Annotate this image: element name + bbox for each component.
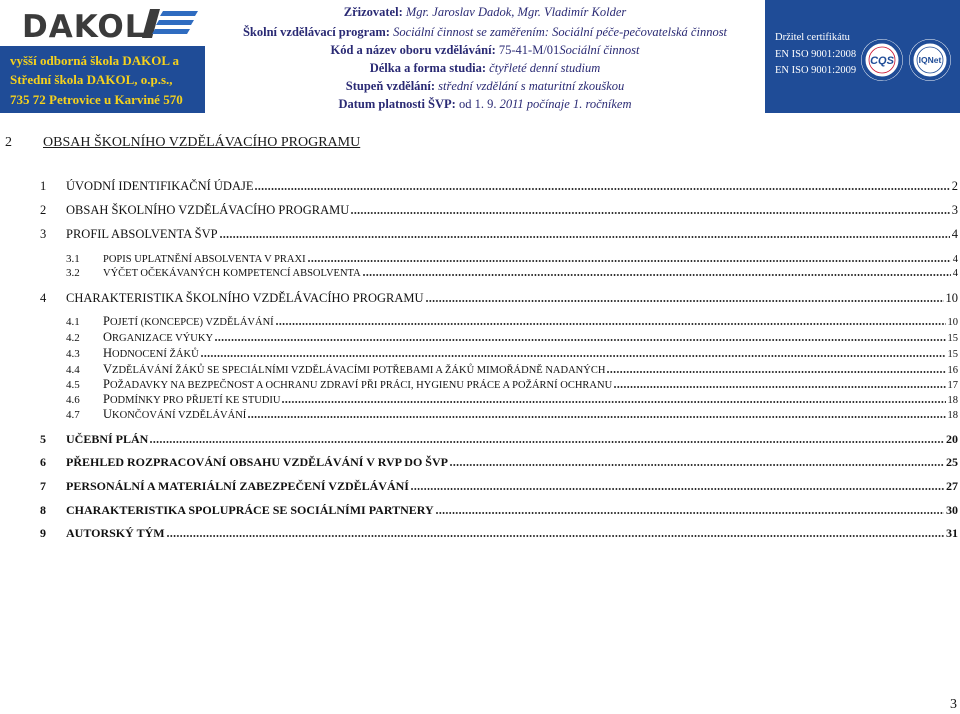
toc-entry-page: 27 xyxy=(946,479,958,493)
school-address: 735 72 Petrovice u Karviné 570 xyxy=(10,92,183,107)
logo-area xyxy=(0,0,205,46)
duration-value: čtyřleté denní studium xyxy=(489,61,601,75)
toc-entry-5[interactable] xyxy=(40,430,958,448)
founder-line xyxy=(205,4,765,20)
toc-entry-title: ÚVODNÍ IDENTIFIKAČNÍ ÚDAJE xyxy=(66,179,254,193)
program-value: Sociální činnost se zaměřením: Sociální péče-pečovatelská činnost xyxy=(393,25,728,39)
page-number: 3 xyxy=(950,697,957,712)
duration-line xyxy=(205,60,765,76)
toc-entry-8[interactable] xyxy=(40,501,958,519)
toc-entry-page: 2 xyxy=(951,179,958,193)
certificate-holder-label: Držitel certifikátu xyxy=(775,32,850,43)
toc-entry-page: 18 xyxy=(947,410,958,421)
toc-entry-1[interactable] xyxy=(40,177,958,195)
toc-entry-title: POŽADAVKY NA BEZPEČNOST A OCHRANU ZDRAVÍ PŘI PRÁCI, HYGIENU PRÁCE A POŽÁRNÍ OCHRANU xyxy=(103,377,613,391)
school-name-line-2: Střední škola DAKOL, o.p.s., xyxy=(10,72,173,87)
toc-entry-page: 17 xyxy=(947,380,958,391)
toc-entry-7[interactable] xyxy=(40,477,958,495)
school-name-line-1: vyšší odborná škola DAKOL a xyxy=(10,53,180,68)
program-label: Školní vzdělávací program: xyxy=(242,25,390,39)
dot-leader xyxy=(282,401,945,403)
toc-entry-page: 30 xyxy=(946,503,958,517)
toc-entry-title: POJETÍ (KONCEPCE) VZDĚLÁVÁNÍ xyxy=(103,314,274,328)
iqnet-logo-text: IQNet xyxy=(918,55,942,65)
toc-entry-3[interactable] xyxy=(40,225,958,243)
toc-entry-number: 4.4 xyxy=(66,364,80,376)
toc-entry-title: CHARAKTERISTIKA ŠKOLNÍHO VZDĚLÁVACÍHO PROGRAMU xyxy=(66,291,424,305)
toc-entry-number: 4.2 xyxy=(66,332,80,344)
iso-standard-1: EN ISO 9001:2008 xyxy=(775,49,857,60)
dot-leader xyxy=(215,339,945,341)
founder-label: Zřizovatel: xyxy=(343,5,403,19)
dot-leader xyxy=(436,512,944,514)
toc-entry-title: CHARAKTERISTIKA SPOLUPRÁCE SE SOCIÁLNÍMI PARTNERY xyxy=(66,503,434,517)
toc-entry-title: PŘEHLED ROZPRACOVÁNÍ OBSAHU VZDĚLÁVÁNÍ V RVP DO ŠVP xyxy=(66,455,448,469)
toc-entry-number: 8 xyxy=(40,503,46,517)
toc-entry-3-2[interactable] xyxy=(66,264,958,282)
section-title: OBSAH ŠKOLNÍHO VZDĚLÁVACÍHO PROGRAMU xyxy=(43,135,361,150)
dot-leader xyxy=(201,355,946,357)
toc-entry-number: 9 xyxy=(40,526,46,540)
certification-logos xyxy=(860,34,955,86)
cqs-logo-icon xyxy=(861,39,903,81)
toc-entry-title: VZDĚLÁVÁNÍ ŽÁKŮ SE SPECIÁLNÍMI VZDĚLÁVACÍMI POTŘEBAMI A ŽÁKŮ MIMOŘÁDNĚ NADANÝCH xyxy=(103,362,606,376)
toc-entry-page: 3 xyxy=(951,203,958,217)
dot-leader xyxy=(150,441,944,443)
field-line xyxy=(205,42,765,58)
field-code: 75-41-M/01 xyxy=(498,43,560,57)
toc-entry-title: OBSAH ŠKOLNÍHO VZDĚLÁVACÍHO PROGRAMU xyxy=(66,203,350,217)
toc-entry-page: 10 xyxy=(947,317,958,328)
toc-entry-page: 10 xyxy=(945,291,958,305)
toc-entry-number: 1 xyxy=(40,179,47,193)
toc-entry-number: 4.1 xyxy=(66,316,80,328)
dot-leader xyxy=(276,323,946,325)
founder-value: Mgr. Jaroslav Dadok, Mgr. Vladimír Kolder xyxy=(405,5,627,19)
validity-line xyxy=(205,96,765,112)
toc-entry-title: ORGANIZACE VÝUKY xyxy=(103,330,214,344)
toc-entry-title: PODMÍNKY PRO PŘIJETÍ KE STUDIU xyxy=(103,392,281,406)
toc-entry-number: 4 xyxy=(40,291,47,305)
toc-entry-number: 4.5 xyxy=(66,379,80,391)
toc-entry-page: 15 xyxy=(947,333,958,344)
school-header-panel xyxy=(0,0,205,113)
dot-leader xyxy=(167,535,944,537)
toc-entry-page: 4 xyxy=(951,227,958,241)
toc-entry-2[interactable] xyxy=(40,201,958,219)
education-level-value: střední vzdělání s maturitní zkouškou xyxy=(438,79,625,93)
toc-entry-6[interactable] xyxy=(40,453,958,471)
toc-entry-title: PROFIL ABSOLVENTA ŠVP xyxy=(66,227,218,241)
toc-entry-page: 16 xyxy=(947,365,958,376)
toc-entry-9[interactable] xyxy=(40,524,958,542)
education-level-label: Stupeň vzdělání: xyxy=(345,79,436,93)
validity-detail: 2011 počínaje 1. ročníkem xyxy=(499,97,632,111)
education-level-line xyxy=(205,78,765,94)
dot-leader xyxy=(308,260,951,262)
toc-entry-title: UKONČOVÁNÍ VZDĚLÁVÁNÍ xyxy=(103,407,247,421)
dot-leader xyxy=(426,300,944,302)
toc-entry-title: UČEBNÍ PLÁN xyxy=(66,432,149,446)
dot-leader xyxy=(255,188,949,190)
field-label: Kód a název oboru vzdělávání: xyxy=(330,43,496,57)
toc-entry-page: 4 xyxy=(952,268,958,279)
toc-entry-number: 4.6 xyxy=(66,394,80,406)
dot-leader xyxy=(363,274,951,276)
logo-emblem-icon xyxy=(142,9,198,38)
toc-entry-number: 6 xyxy=(40,455,46,469)
toc-entry-page: 25 xyxy=(946,455,958,469)
toc-entry-number: 4.3 xyxy=(66,348,80,360)
toc-entry-title: AUTORSKÝ TÝM xyxy=(66,526,165,540)
dot-leader xyxy=(411,488,944,490)
program-line xyxy=(205,24,765,40)
toc-entry-title: HODNOCENÍ ŽÁKŮ xyxy=(103,346,199,360)
section-number: 2 xyxy=(5,135,12,150)
toc-entry-title: VÝČET OČEKÁVANÝCH KOMPETENCÍ ABSOLVENTA xyxy=(103,268,361,279)
toc-entry-number: 5 xyxy=(40,432,46,446)
toc-entry-4[interactable] xyxy=(40,289,958,307)
iso-standard-2: EN ISO 9001:2009 xyxy=(775,65,857,76)
dot-leader xyxy=(351,212,950,214)
toc-entry-page: 4 xyxy=(952,254,958,265)
toc-entry-title: PERSONÁLNÍ A MATERIÁLNÍ ZABEZPEČENÍ VZDĚLÁVÁNÍ xyxy=(66,479,409,493)
iqnet-logo-icon xyxy=(909,39,951,81)
toc-entry-title: POPIS UPLATNĚNÍ ABSOLVENTA V PRAXI xyxy=(103,254,306,265)
toc-entry-number: 3 xyxy=(40,227,47,241)
dot-leader xyxy=(450,464,944,466)
dot-leader xyxy=(220,236,950,238)
duration-label: Délka a forma studia: xyxy=(369,61,487,75)
school-logo xyxy=(0,0,205,46)
dot-leader xyxy=(614,386,945,388)
toc-entry-4-7[interactable] xyxy=(66,405,958,423)
validity-date: od 1. 9. xyxy=(458,97,497,111)
validity-label: Datum platnosti ŠVP: xyxy=(338,97,456,111)
dot-leader xyxy=(248,416,945,418)
cqs-logo-text: CQS xyxy=(870,55,894,67)
program-info-header xyxy=(205,0,765,113)
dot-leader xyxy=(607,371,945,373)
toc-entry-number: 4.7 xyxy=(66,409,80,421)
toc-entry-number: 2 xyxy=(40,203,47,217)
toc-entry-number: 3.2 xyxy=(66,267,80,279)
toc-entry-page: 18 xyxy=(947,395,958,406)
logo-wordmark: DAKOL xyxy=(22,9,146,45)
field-name: Sociální činnost xyxy=(559,43,640,57)
certification-panel xyxy=(765,0,960,113)
toc-entry-number: 7 xyxy=(40,479,46,493)
toc-entry-page: 20 xyxy=(946,432,958,446)
toc-entry-page: 31 xyxy=(946,526,958,540)
toc-entry-number: 3.1 xyxy=(66,253,80,265)
toc-entry-page: 15 xyxy=(947,349,958,360)
